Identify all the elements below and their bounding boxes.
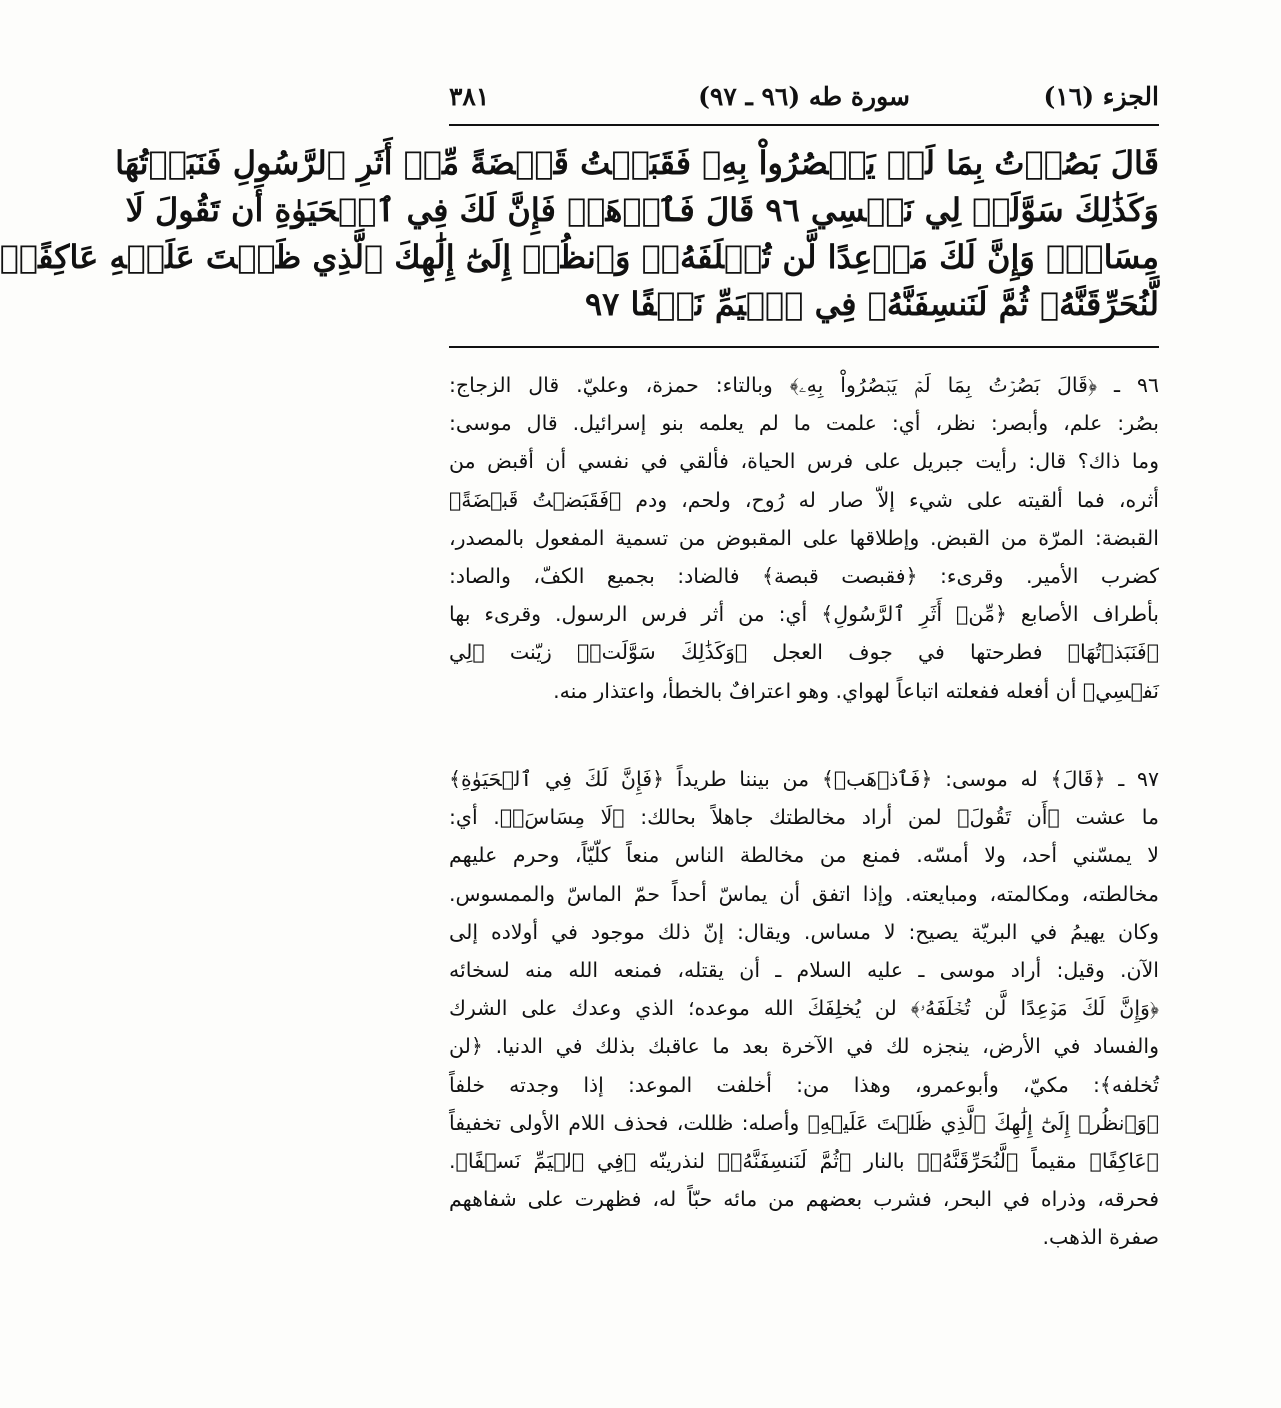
verse-line: وَكَذَٰلِكَ سَوَّلَتۡ لِي نَفۡسِي ٩٦ قَالَ فَٱذۡهَبۡ فَإِنَّ لَكَ فِي ٱلۡحَيَوٰةِ أَن تَقُولَ لَا	[125, 191, 1159, 229]
juz-label: الجزء (١٦)	[1043, 82, 1159, 111]
commentary-line: تُخلفه﴾: مكيّ، وأبوعمرو، وهذا من: أخلفت الموعد: إذا وجدته خلفاً	[449, 1072, 1159, 1097]
verse-line: قَالَ بَصُرۡتُ بِمَا لَمۡ يَبۡصُرُواْ بِهِۦ فَقَبَضۡتُ قَبۡضَةً مِّنۡ أَثَرِ ٱلرَّسُولِ فَنَبَذۡتُهَا	[115, 144, 1159, 182]
commentary-line: ﴿عَاكِفًا﴾ مقيماً ﴿لَّنُحَرِّقَنَّهُۥ﴾ بالنار ﴿ثُمَّ لَنَنسِفَنَّهُۥ﴾ لنذرينّه ﴿فِي ٱلۡيَمِّ نَسۡفًا﴾.	[449, 1149, 1159, 1174]
commentary-line: ٩٧ ـ ﴿قَالَ﴾ له موسى: ﴿فَٱذۡهَبۡ﴾ من بيننا طريداً ﴿فَإِنَّ لَكَ فِي ٱلۡحَيَوٰةِ﴾	[449, 767, 1159, 791]
commentary-line: بأطراف الأصابع ﴿مِّنۡ أَثَرِ ٱلرَّسُولِ﴾ أي: من أثر فرس الرسول. وقرىء بها	[449, 602, 1159, 627]
commentary-line: صفرة الذهب.	[1042, 1225, 1159, 1250]
commentary-line: ﴿وَإِنَّ لَكَ مَوۡعِدًا لَّن تُخۡلَفَهُۥ﴾ لن يُخلِفَكَ الله موعده؛ الذي وعدك على الشرك	[449, 996, 1159, 1021]
commentary-line: أثره، فما ألقيته على شيء إلاّ صار له رُوح، ولحم، ودم ﴿فَقَبَضۡتُ قَبۡضَةً﴾	[449, 487, 1159, 512]
commentary-line: ﴿وَٱنظُرۡ إِلَىٰٓ إِلَٰهِكَ ٱلَّذِي ظَلۡتَ عَلَيۡهِ﴾ وأصله: ظللت، فحذف اللام الأولى تخفيفاً	[449, 1110, 1159, 1135]
verses-divider	[449, 346, 1159, 348]
commentary-line: نَفۡسِي﴾ أن أفعله ففعلته اتباعاً لهواي. وهو اعترافٌ بالخطأ، واعتذار منه.	[553, 678, 1159, 703]
verse-line: مِسَاسَۖ وَإِنَّ لَكَ مَوۡعِدًا لَّن تُخۡلَفَهُۥۖ وَٱنظُرۡ إِلَىٰٓ إِلَٰهِكَ ٱلَّذِي ظَلۡتَ عَلَيۡهِ عَاكِفًاۖ	[0, 238, 1159, 276]
commentary-line: الآن. وقيل: أراد موسى ـ عليه السلام ـ أن يقتله، فمنعه الله منه لسخائه	[449, 958, 1159, 983]
commentary-paragraph-96	[449, 366, 1159, 710]
surah-title: سورة طه (٩٦ ـ ٩٧)	[698, 82, 910, 111]
commentary-line: بصُر: علم، وأبصر: نظر، أي: علمت ما لم يعلمه بنو إسرائيل. قال موسى:	[449, 411, 1159, 436]
commentary-line: كضرب الأمير. وقرىء: ﴿فقبصت قبصة﴾ فالضاد: بجميع الكفّ، والصاد:	[449, 564, 1159, 589]
page-header	[449, 82, 1159, 122]
verse-line: لَّنُحَرِّقَنَّهُۥ ثُمَّ لَنَنسِفَنَّهُۥ فِي ٱلۡيَمِّ نَسۡفًا ٩٧	[584, 285, 1159, 323]
header-divider	[449, 124, 1159, 126]
commentary-line: لا يمسّني أحد، ولا أمسّه. فمنع من مخالطة الناس منعاً كلّيّاً، وحرم عليهم	[449, 843, 1159, 868]
commentary-line: مخالطته، ومكالمته، ومبايعته. وإذا اتفق أن يماسّ أحداً حمّ الماسّ والممسوس.	[449, 881, 1159, 906]
page-number: ٣٨١	[449, 82, 490, 111]
commentary-line: القبضة: المرّة من القبض. وإطلاقها على المقبوض من تسمية المفعول بالمصدر،	[449, 525, 1159, 550]
commentary-line: وكان يهيمُ في البريّة يصيح: لا مساس. ويقال: إنّ ذلك موجود في أولاده إلى	[449, 919, 1159, 944]
commentary-line: ﴿فَنَبَذۡتُهَا﴾ فطرحتها في جوف العجل ﴿وَكَذَٰلِكَ سَوَّلَتۡ﴾ زيّنت ﴿لِي	[449, 640, 1159, 665]
commentary-line: والفساد في الأرض، ينجزه لك في الآخرة بعد ما عاقبك بذلك في الدنيا. ﴿لن	[449, 1034, 1159, 1059]
commentary-paragraph-97	[449, 760, 1159, 1257]
commentary-line: ٩٦ ـ ﴿قَالَ بَصُرۡتُ بِمَا لَمۡ يَبۡصُرُواْ بِهِۦ﴾ وبالتاء: حمزة، وعليّ. قال الزجاج:	[449, 373, 1159, 397]
quran-verses	[0, 140, 1159, 328]
commentary-line: ما عشت ﴿أَن تَقُولَ﴾ لمن أراد مخالطتك جاهلاً بحالك: ﴿لَا مِسَاسَۖ﴾. أي:	[449, 805, 1159, 830]
commentary-line: فحرقه، وذراه في البحر، فشرب بعضهم من مائه حبّاً له، فظهرت على شفاههم	[449, 1187, 1159, 1212]
commentary-line: وما ذاك؟ قال: رأيت جبريل على فرس الحياة، فألقي في نفسي أن أقبض من	[449, 449, 1159, 474]
